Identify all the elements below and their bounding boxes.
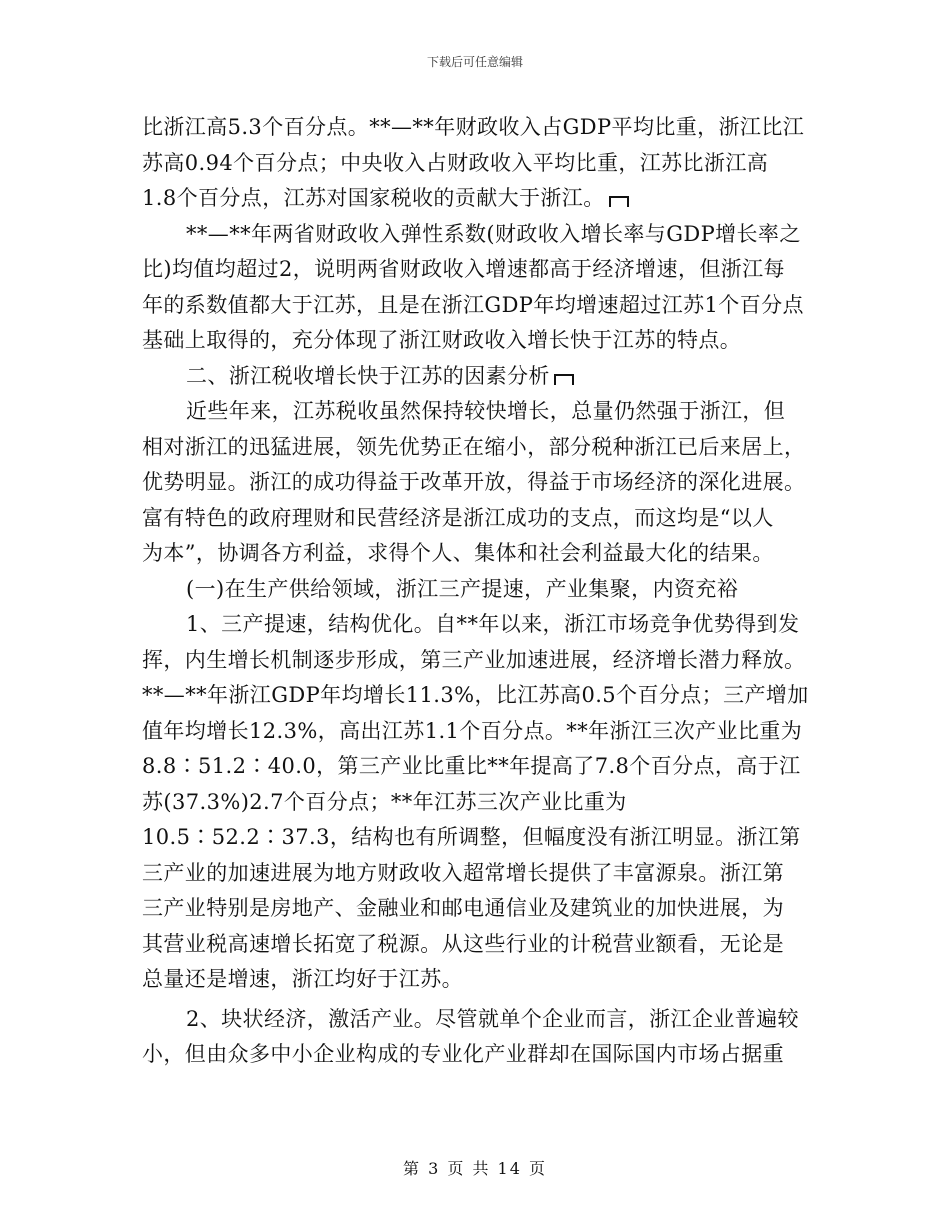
text-line: 三产业特别是房地产、金融业和邮电通信业及建筑业的加快进展，为: [142, 896, 784, 920]
text-line: [142, 181, 812, 217]
text-line: **—**年浙江GDP年均增长11.3%，比江苏高0.5个百分点；三产增加: [142, 683, 809, 707]
text-line: 优势明显。浙江的成功得益于改革开放，得益于市场经济的深化进展。: [142, 470, 806, 494]
text-line: 10.5∶52.2∶37.3，结构也有所调整，但幅度没有浙江明显。浙江第: [142, 825, 801, 849]
text-line: 小，但由众多中小企业构成的专业化产业群却在国际国内市场占据重: [142, 1042, 784, 1066]
text-line: 相对浙江的迅猛进展，领先优势正在缩小，部分税种浙江已后来居上，: [142, 434, 806, 459]
text-line: 其营业税高速增长拓宽了税源。从这些行业的计税营业额看，无论是: [142, 931, 784, 956]
text-line: 1、三产提速，结构优化。自**年以来，浙江市场竞争优势得到发: [186, 612, 800, 636]
text-line: 基础上取得的，充分体现了浙江财政收入增长快于江苏的特点。: [142, 328, 742, 352]
subsection-heading: (一)在生产供给领域，浙江三产提速，产业集聚，内资充裕: [186, 576, 739, 601]
section-heading: [142, 359, 812, 395]
text-line: 富有特色的政府理财和民营经济是浙江成功的支点，而这均是“以人: [142, 505, 774, 530]
text-line: 苏高0.94个百分点；中央收入占财政收入平均比重，江苏比浙江高: [142, 150, 769, 175]
text-line: 三产业的加速进展为地方财政收入超常增长提供了丰富源泉。浙江第: [142, 860, 784, 885]
text-line: 2、块状经济，激活产业。尽管就单个企业而言，浙江企业普遍较: [186, 1006, 799, 1031]
page-footer: 第 3 页 共 14 页: [403, 1159, 547, 1178]
paragraph-mark-icon: [554, 374, 574, 385]
text-line-content: 1.8个百分点，江苏对国家税收的贡献大于浙江。: [142, 186, 605, 210]
text-line: 8.8∶51.2∶40.0，第三产业比重比**年提高了7.8个百分点，高于江: [142, 754, 801, 778]
text-line: 值年均增长12.3%，高出江苏1.1个百分点。**年浙江三次产业比重为: [142, 718, 803, 743]
text-line: 总量还是增速，浙江均好于江苏。: [142, 967, 463, 991]
text-line: 年的系数值都大于江苏，且是在浙江GDP年均增速超过江苏1个百分点: [142, 292, 804, 317]
text-line: 比)均值均超过2，说明两省财政收入增速都高于经济增速，但浙江每: [142, 257, 785, 281]
paragraph-mark-icon: [609, 196, 629, 207]
page-header: 下载后可任意编辑: [426, 55, 523, 69]
text-line: **—**年两省财政收入弹性系数(财政收入增长率与GDP增长率之: [186, 221, 801, 246]
text-line: 近些年来，江苏税收虽然保持较快增长，总量仍然强于浙江，但: [186, 399, 786, 423]
section-heading-text: 二、浙江税收增长快于江苏的因素分析: [186, 363, 550, 388]
text-line: 苏(37.3%)2.7个百分点；**年江苏三次产业比重为: [142, 789, 627, 814]
text-line: 比浙江高5.3个百分点。**—**年财政收入占GDP平均比重，浙江比江: [142, 115, 805, 139]
text-line: 为本”，协调各方利益，求得个人、集体和社会利益最大化的结果。: [142, 541, 774, 565]
document-body: [142, 110, 812, 1073]
text-line: 挥，内生增长机制逐步形成，第三产业加速进展，经济增长潜力释放。: [142, 647, 806, 672]
